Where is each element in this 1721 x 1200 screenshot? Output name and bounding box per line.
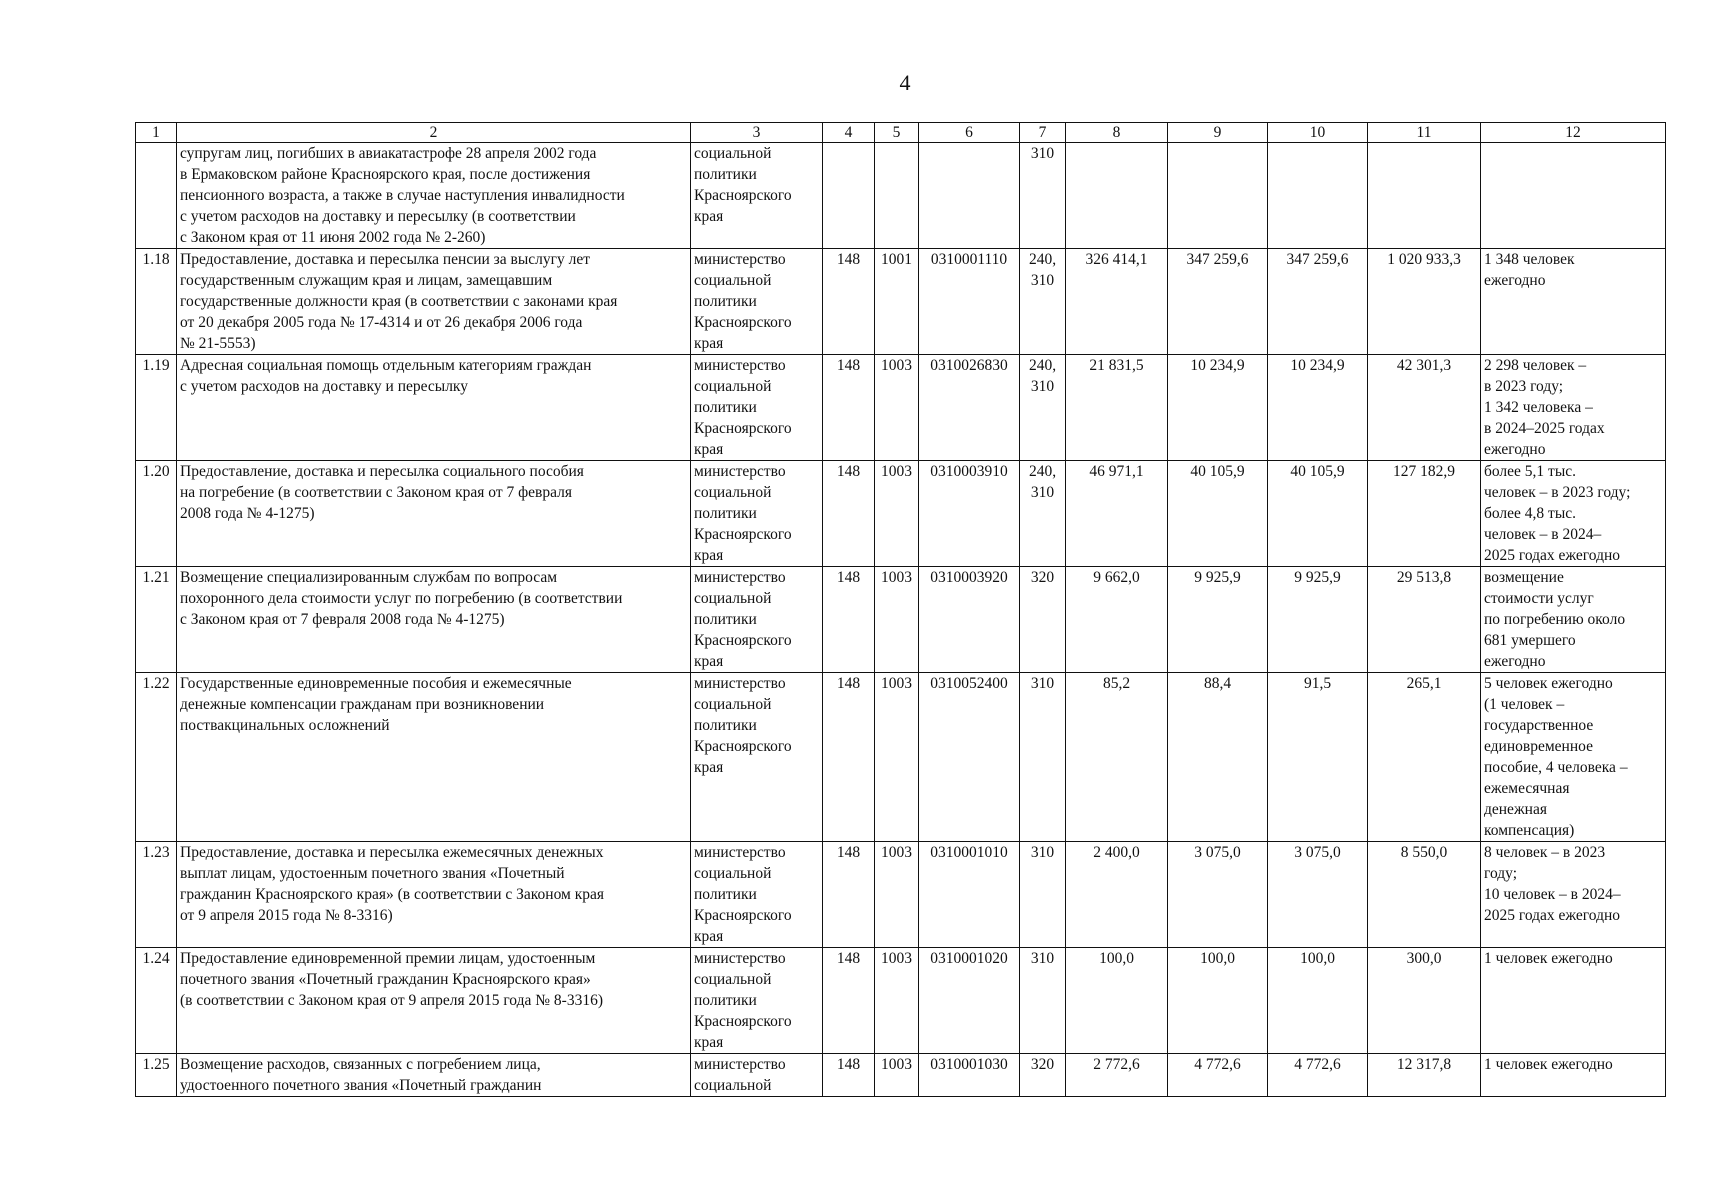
amount-2024-cell: 4 772,6 (1168, 1054, 1268, 1097)
table-body (136, 143, 1666, 1097)
column-header: 6 (919, 123, 1020, 143)
activity-name-cell: Предоставление, доставка и пересылка социального пособия на погребение (в соответствии с Законом края от 7 февраля 2008 года № 4-1275) (177, 461, 691, 567)
executor-cell: министерство социальной политики Красноярского края (691, 249, 823, 355)
executor-cell: министерство социальной политики Красноярского края (691, 461, 823, 567)
expected-result-cell: возмещение стоимости услуг по погребению около 681 умершего ежегодно (1481, 567, 1666, 673)
target-article-cell: 0310003910 (919, 461, 1020, 567)
row-number-cell: 1.18 (136, 249, 177, 355)
column-header: 4 (823, 123, 875, 143)
amount-2023-cell: 2 772,6 (1066, 1054, 1168, 1097)
activity-name-cell: Адресная социальная помощь отдельным категориям граждан с учетом расходов на доставку и пересылку (177, 355, 691, 461)
target-article-cell: 0310001020 (919, 948, 1020, 1054)
target-article-cell: 0310026830 (919, 355, 1020, 461)
expected-result-cell: 2 298 человек – в 2023 году; 1 342 человека – в 2024–2025 годах ежегодно (1481, 355, 1666, 461)
executor-cell: министерство социальной (691, 1054, 823, 1097)
amount-2023-cell: 21 831,5 (1066, 355, 1168, 461)
expense-type-cell: 310 (1020, 948, 1066, 1054)
amount-2023-cell: 100,0 (1066, 948, 1168, 1054)
grbs-code-cell: 148 (823, 948, 875, 1054)
table-row (136, 249, 1666, 355)
target-article-cell: 0310003920 (919, 567, 1020, 673)
target-article-cell (919, 143, 1020, 249)
expected-result-cell: более 5,1 тыс. человек – в 2023 году; более 4,8 тыс. человек – в 2024– 2025 годах ежегодно (1481, 461, 1666, 567)
amount-total-cell: 300,0 (1368, 948, 1481, 1054)
table-row (136, 842, 1666, 948)
header-row (136, 123, 1666, 143)
amount-2025-cell: 9 925,9 (1268, 567, 1368, 673)
expense-type-cell: 240, 310 (1020, 355, 1066, 461)
expected-result-cell: 1 человек ежегодно (1481, 1054, 1666, 1097)
section-code-cell: 1003 (875, 567, 919, 673)
column-header: 12 (1481, 123, 1666, 143)
grbs-code-cell: 148 (823, 842, 875, 948)
amount-total-cell: 12 317,8 (1368, 1054, 1481, 1097)
amount-2023-cell: 2 400,0 (1066, 842, 1168, 948)
amount-2024-cell (1168, 143, 1268, 249)
expense-type-cell: 320 (1020, 1054, 1066, 1097)
amount-total-cell: 42 301,3 (1368, 355, 1481, 461)
column-header: 3 (691, 123, 823, 143)
expense-type-cell: 310 (1020, 143, 1066, 249)
grbs-code-cell: 148 (823, 461, 875, 567)
amount-total-cell: 265,1 (1368, 673, 1481, 842)
amount-2024-cell: 88,4 (1168, 673, 1268, 842)
row-number-cell: 1.20 (136, 461, 177, 567)
activity-name-cell: Предоставление, доставка и пересылка ежемесячных денежных выплат лицам, удостоенным почетного звания «Почетный гражданин Красноярского края» (в соответствии с Законом края от 9 апреля 2015 года № 8-3316) (177, 842, 691, 948)
table-row (136, 673, 1666, 842)
expense-type-cell: 240, 310 (1020, 461, 1066, 567)
column-header: 7 (1020, 123, 1066, 143)
executor-cell: министерство социальной политики Красноярского края (691, 355, 823, 461)
amount-total-cell: 127 182,9 (1368, 461, 1481, 567)
activity-name-cell: супругам лиц, погибших в авиакатастрофе 28 апреля 2002 года в Ермаковском районе Красноярского края, после достижения пенсионного возраста, а также в случае наступления инвалидности с учетом расходов на доставку и пересылку (в соответствии с Законом края от 11 июня 2002 года № 2-260) (177, 143, 691, 249)
amount-total-cell: 8 550,0 (1368, 842, 1481, 948)
amount-2024-cell: 3 075,0 (1168, 842, 1268, 948)
amount-2024-cell: 9 925,9 (1168, 567, 1268, 673)
expense-type-cell: 240, 310 (1020, 249, 1066, 355)
row-number-cell: 1.25 (136, 1054, 177, 1097)
activity-name-cell: Предоставление единовременной премии лицам, удостоенным почетного звания «Почетный гражданин Красноярского края» (в соответствии с Законом края от 9 апреля 2015 года № 8-3316) (177, 948, 691, 1054)
section-code-cell: 1003 (875, 1054, 919, 1097)
amount-total-cell (1368, 143, 1481, 249)
amount-2025-cell: 100,0 (1268, 948, 1368, 1054)
grbs-code-cell: 148 (823, 567, 875, 673)
grbs-code-cell (823, 143, 875, 249)
target-article-cell: 0310001010 (919, 842, 1020, 948)
table-row (136, 1054, 1666, 1097)
section-code-cell: 1003 (875, 842, 919, 948)
executor-cell: министерство социальной политики Красноярского края (691, 948, 823, 1054)
table-row (136, 948, 1666, 1054)
column-header: 2 (177, 123, 691, 143)
grbs-code-cell: 148 (823, 249, 875, 355)
expected-result-cell: 8 человек – в 2023 году; 10 человек – в 2024– 2025 годах ежегодно (1481, 842, 1666, 948)
row-number-cell: 1.24 (136, 948, 177, 1054)
amount-total-cell: 29 513,8 (1368, 567, 1481, 673)
table-row (136, 143, 1666, 249)
activity-name-cell: Возмещение специализированным службам по вопросам похоронного дела стоимости услуг по погребению (в соответствии с Законом края от 7 февраля 2008 года № 4-1275) (177, 567, 691, 673)
activity-name-cell: Государственные единовременные пособия и ежемесячные денежные компенсации гражданам при возникновении поствакцинальных осложнений (177, 673, 691, 842)
column-header: 8 (1066, 123, 1168, 143)
section-code-cell (875, 143, 919, 249)
amount-2025-cell: 91,5 (1268, 673, 1368, 842)
amount-2025-cell: 40 105,9 (1268, 461, 1368, 567)
row-number-cell: 1.21 (136, 567, 177, 673)
amount-2024-cell: 100,0 (1168, 948, 1268, 1054)
executor-cell: министерство социальной политики Красноярского края (691, 842, 823, 948)
activity-name-cell: Возмещение расходов, связанных с погребением лица, удостоенного почетного звания «Почетный гражданин (177, 1054, 691, 1097)
amount-2024-cell: 10 234,9 (1168, 355, 1268, 461)
expected-result-cell: 5 человек ежегодно (1 человек – государственное единовременное пособие, 4 человека – ежемесячная денежная компенсация) (1481, 673, 1666, 842)
executor-cell: министерство социальной политики Красноярского края (691, 567, 823, 673)
expected-result-cell: 1 348 человек ежегодно (1481, 249, 1666, 355)
executor-cell: министерство социальной политики Красноярского края (691, 673, 823, 842)
amount-2025-cell: 347 259,6 (1268, 249, 1368, 355)
column-header: 11 (1368, 123, 1481, 143)
section-code-cell: 1003 (875, 948, 919, 1054)
amount-2023-cell: 85,2 (1066, 673, 1168, 842)
amount-2023-cell: 326 414,1 (1066, 249, 1168, 355)
amount-total-cell: 1 020 933,3 (1368, 249, 1481, 355)
expense-type-cell: 310 (1020, 842, 1066, 948)
expense-type-cell: 320 (1020, 567, 1066, 673)
section-code-cell: 1003 (875, 355, 919, 461)
grbs-code-cell: 148 (823, 673, 875, 842)
expected-result-cell: 1 человек ежегодно (1481, 948, 1666, 1054)
expected-result-cell (1481, 143, 1666, 249)
amount-2023-cell: 9 662,0 (1066, 567, 1168, 673)
table-header (136, 123, 1666, 143)
row-number-cell: 1.19 (136, 355, 177, 461)
amount-2025-cell (1268, 143, 1368, 249)
section-code-cell: 1003 (875, 673, 919, 842)
column-header: 1 (136, 123, 177, 143)
row-number-cell: 1.23 (136, 842, 177, 948)
amount-2025-cell: 10 234,9 (1268, 355, 1368, 461)
target-article-cell: 0310001030 (919, 1054, 1020, 1097)
amount-2023-cell (1066, 143, 1168, 249)
program-activities-table (135, 122, 1666, 1097)
table-row (136, 567, 1666, 673)
table-row (136, 355, 1666, 461)
activity-name-cell: Предоставление, доставка и пересылка пенсии за выслугу лет государственным служащим края и лицам, замещавшим государственные должности края (в соответствии с законами края от 20 декабря 2005 года № 17-4314 и от 26 декабря 2006 года № 21-5553) (177, 249, 691, 355)
amount-2024-cell: 347 259,6 (1168, 249, 1268, 355)
amount-2025-cell: 4 772,6 (1268, 1054, 1368, 1097)
column-header: 9 (1168, 123, 1268, 143)
target-article-cell: 0310052400 (919, 673, 1020, 842)
executor-cell: социальной политики Красноярского края (691, 143, 823, 249)
grbs-code-cell: 148 (823, 1054, 875, 1097)
target-article-cell: 0310001110 (919, 249, 1020, 355)
row-number-cell (136, 143, 177, 249)
column-header: 10 (1268, 123, 1368, 143)
amount-2024-cell: 40 105,9 (1168, 461, 1268, 567)
grbs-code-cell: 148 (823, 355, 875, 461)
row-number-cell: 1.22 (136, 673, 177, 842)
section-code-cell: 1001 (875, 249, 919, 355)
amount-2023-cell: 46 971,1 (1066, 461, 1168, 567)
expense-type-cell: 310 (1020, 673, 1066, 842)
table-row (136, 461, 1666, 567)
column-header: 5 (875, 123, 919, 143)
amount-2025-cell: 3 075,0 (1268, 842, 1368, 948)
page-number: 4 (899, 70, 911, 95)
section-code-cell: 1003 (875, 461, 919, 567)
